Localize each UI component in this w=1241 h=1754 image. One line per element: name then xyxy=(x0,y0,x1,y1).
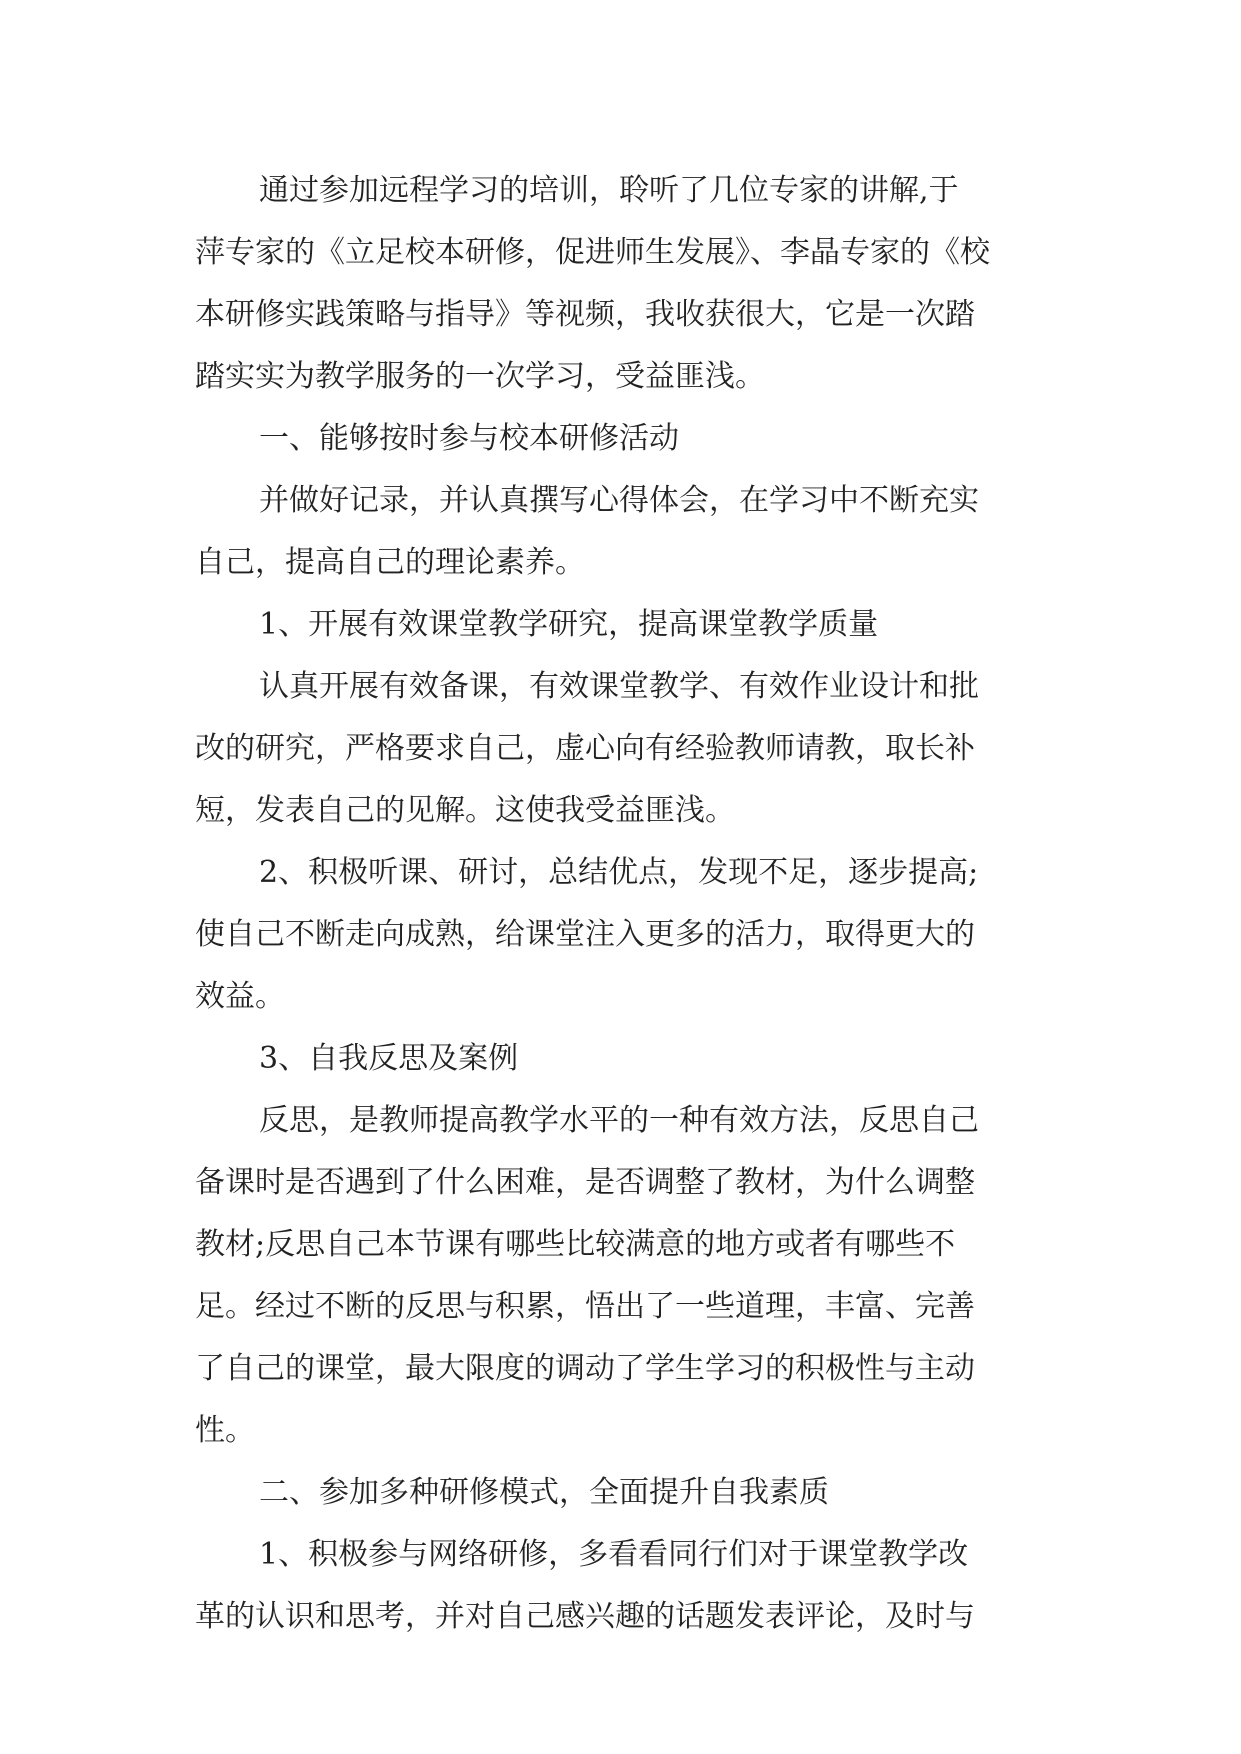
text-line: 使自己不断走向成熟，给课堂注入更多的活力，取得更大的 xyxy=(195,917,975,952)
text-line: 通过参加远程学习的培训，聆听了几位专家的讲解,于 xyxy=(259,173,959,208)
text-line: 1、积极参与网络研修，多看看同行们对于课堂教学改 xyxy=(259,1537,969,1572)
text-line: 萍专家的《立足校本研修，促进师生发展》、李晶专家的《校 xyxy=(195,235,990,270)
text-line: 教材;反思自己本节课有哪些比较满意的地方或者有哪些不 xyxy=(195,1227,956,1262)
text-line: 2、积极听课、研讨，总结优点，发现不足，逐步提高; xyxy=(259,855,979,890)
text-line: 踏实实为教学服务的一次学习，受益匪浅。 xyxy=(195,359,765,394)
paragraph-lesson-prep xyxy=(195,656,1055,842)
text-line: 本研修实践策略与指导》等视频，我收获很大，它是一次踏 xyxy=(195,297,975,332)
text-line: 反思，是教师提高教学水平的一种有效方法，反思自己 xyxy=(259,1103,979,1138)
paragraph-listen xyxy=(195,842,1055,1028)
document-body xyxy=(195,160,1055,1648)
text-line: 革的认识和思考，并对自己感兴趣的话题发表评论，及时与 xyxy=(195,1599,975,1634)
text-line: 效益。 xyxy=(195,979,285,1014)
paragraph-record xyxy=(195,470,1055,594)
text-line: 并做好记录，并认真撰写心得体会，在学习中不断充实 xyxy=(259,483,979,518)
heading-text: 3、自我反思及案例 xyxy=(259,1041,519,1076)
paragraph-reflection xyxy=(195,1090,1055,1462)
heading-text: 二、参加多种研修模式，全面提升自我素质 xyxy=(259,1475,829,1510)
paragraph-intro xyxy=(195,160,1055,408)
subheading-1-1 xyxy=(195,594,1055,656)
heading-text: 1、开展有效课堂教学研究，提高课堂教学质量 xyxy=(259,607,879,642)
section-heading-1 xyxy=(195,408,1055,470)
subheading-1-3 xyxy=(195,1028,1055,1090)
text-line: 短，发表自己的见解。这使我受益匪浅。 xyxy=(195,793,735,828)
text-line: 性。 xyxy=(195,1413,255,1448)
text-line: 足。经过不断的反思与积累，悟出了一些道理，丰富、完善 xyxy=(195,1289,975,1324)
text-line: 自己，提高自己的理论素养。 xyxy=(195,545,585,580)
text-line: 备课时是否遇到了什么困难，是否调整了教材，为什么调整 xyxy=(195,1165,975,1200)
text-line: 改的研究，严格要求自己，虚心向有经验教师请教，取长补 xyxy=(195,731,975,766)
paragraph-network xyxy=(195,1524,1055,1648)
text-line: 认真开展有效备课，有效课堂教学、有效作业设计和批 xyxy=(259,669,979,704)
heading-text: 一、能够按时参与校本研修活动 xyxy=(259,421,679,456)
section-heading-2 xyxy=(195,1462,1055,1524)
text-line: 了自己的课堂，最大限度的调动了学生学习的积极性与主动 xyxy=(195,1351,975,1386)
